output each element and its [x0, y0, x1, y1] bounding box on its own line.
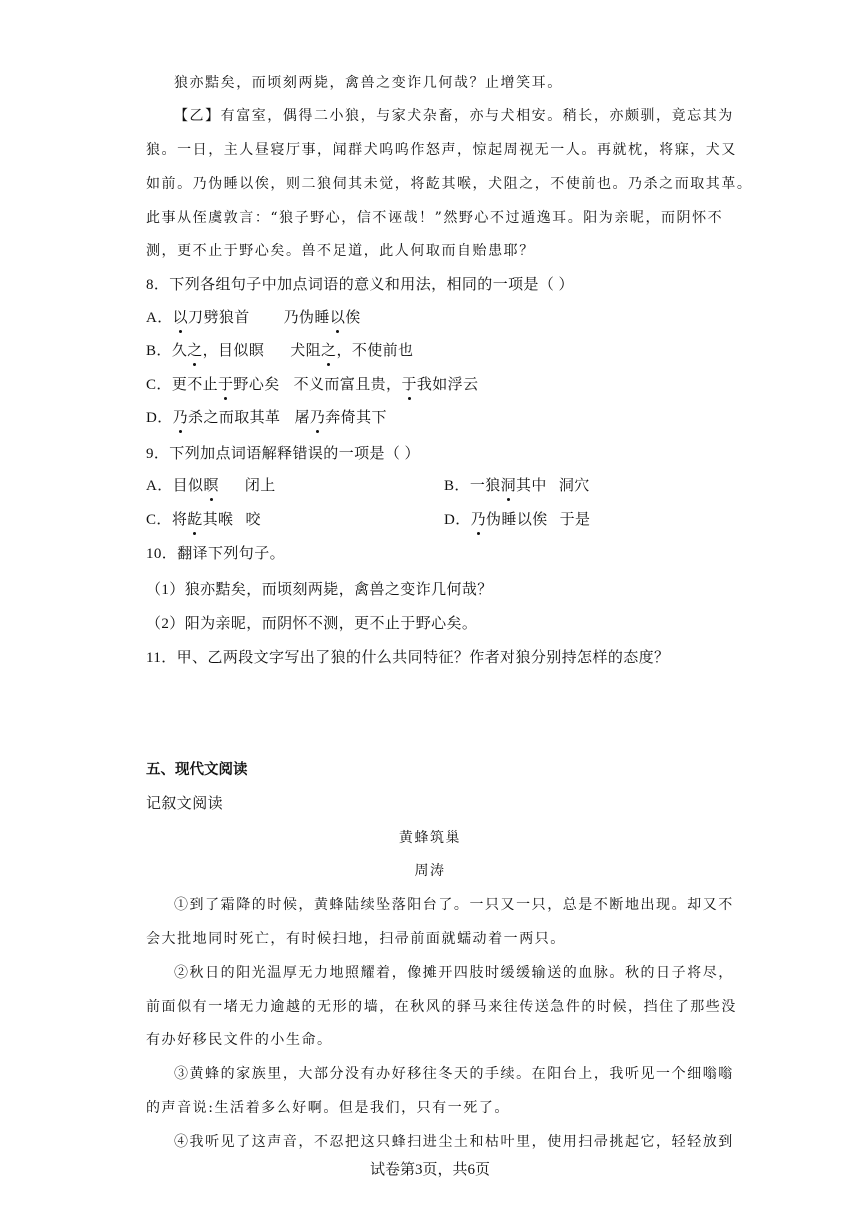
yi-passage-line-5: 测，更不止于野心矣。兽不足道，此人何取而自贻患耶？ [146, 243, 535, 259]
option-phrase: 目似 [172, 478, 204, 494]
jia-passage-tail: 狼亦黠矣，而顷刻两毙，禽兽之变诈几何哉？止增笑耳。 [174, 75, 563, 91]
article-line-2: 会大批地同时死亡，有时候扫地，扫帚前面就蠕动着一两只。 [146, 931, 566, 947]
dotted-word: 于 [218, 377, 234, 393]
question-8-option-a [146, 308, 361, 328]
option-phrase: 一狼 [469, 478, 501, 494]
option-letter: D． [146, 410, 173, 426]
option-phrase-end: 其中 [516, 478, 547, 494]
option-letter: B． [444, 478, 470, 494]
option-phrase: 将 [171, 512, 188, 528]
question-8-stem: 8．下列各组句子中加点词语的意义和用法，相同的一项是（ ） [146, 277, 574, 293]
option-sentence-b-end: 俟 [345, 310, 361, 326]
article-line-8: ④我听见了这声音，不忍把这只蜂扫进尘土和枯叶里，使用扫帚挑起它，轻轻放到 [174, 1134, 734, 1150]
section-title: 五、现代文阅读 [146, 762, 248, 778]
dotted-word: 之 [321, 343, 337, 359]
option-sentence-b: 犬阻 [290, 343, 322, 359]
dotted-word: 以 [172, 310, 189, 326]
option-gloss: 洞穴 [558, 478, 590, 494]
yi-passage-line-2: 狼。一日，主人昼寝厅事，闻群犬呜呜作怒声，惊起周视无一人。再就枕，将寐，犬又 [146, 142, 737, 158]
question-9-option-d [444, 510, 590, 530]
article-line-7: 的声音说:生活着多么好啊。但是我们，只有一死了。 [146, 1100, 510, 1116]
option-sentence-a: 久 [171, 343, 188, 359]
page-footer: 试卷第3页，共6页 [369, 1162, 490, 1178]
dotted-word: 瞑 [203, 478, 219, 494]
dotted-word: 龁 [187, 512, 203, 528]
option-sentence-b: 屠 [294, 410, 310, 426]
dotted-word: 乃 [172, 410, 189, 426]
section-subtitle: 记叙文阅读 [146, 796, 224, 812]
option-sentence-a: 杀之而取其革 [188, 410, 281, 426]
question-9-option-a [146, 476, 276, 496]
question-10-item-1: （1）狼亦黠矣，而顷刻两毙，禽兽之变诈几何哉？ [146, 582, 493, 598]
dotted-word: 以 [329, 310, 346, 326]
question-8-option-c [146, 375, 478, 395]
question-9-stem: 9．下列加点词语解释错误的一项是（ ） [146, 446, 420, 462]
dotted-word: 乃 [470, 512, 487, 528]
option-sentence-b: 乃伪睡 [283, 310, 330, 326]
option-letter: B． [146, 343, 172, 359]
option-letter: C． [146, 512, 172, 528]
question-10-item-2: （2）阳为亲昵，而阴怀不测，更不止于野心矣。 [146, 616, 478, 632]
option-sentence-b: 不义而富且贵， [293, 377, 402, 393]
article-line-1: ①到了霜降的时候，黄蜂陆续坠落阳台了。一只又一只，总是不断地出现。却又不 [174, 897, 734, 913]
option-letter: A． [146, 478, 173, 494]
option-phrase-end: 伪睡以俟 [486, 512, 548, 528]
yi-passage-line-4: 此事从侄虞敦言：“狼子野心，信不诬哉！”然野心不过遁逸耳。阳为亲昵，而阴怀不 [146, 210, 724, 226]
option-phrase-end: 其喉 [202, 512, 234, 528]
option-sentence-b-end: 我如浮云 [416, 377, 479, 393]
yi-passage-line-3: 如前。乃伪睡以俟，则二狼伺其未觉，将龁其喉，犬阻之，不使前也。乃杀之而取其革。 [146, 176, 753, 192]
option-sentence-a-end: 野心矣 [233, 377, 280, 393]
option-gloss: 闭上 [244, 478, 276, 494]
option-gloss: 咬 [245, 512, 261, 528]
question-8-option-b [146, 341, 413, 361]
option-sentence-a-end: ，目似瞑 [202, 343, 265, 359]
article-line-6: ③黄蜂的家族里，大部分没有办好移往冬天的手续。在阳台上，我听见一个细嗡嗡 [174, 1066, 734, 1082]
yi-passage-line-1: 【乙】有富室，偶得二小狼，与家犬杂畜，亦与犬相安。稍长，亦颇驯，竟忘其为 [174, 108, 734, 124]
question-9-option-c [146, 510, 261, 530]
option-sentence-a: 刀劈狼首 [188, 310, 250, 326]
option-gloss: 于是 [559, 512, 591, 528]
question-10-stem: 10．翻译下列句子。 [146, 546, 286, 562]
dotted-word: 乃 [309, 410, 326, 426]
question-9-option-b [444, 476, 590, 496]
dotted-word: 洞 [500, 478, 517, 494]
option-sentence-b-end: 奔倚其下 [325, 410, 387, 426]
article-line-4: 前面似有一堵无力逾越的无形的墙，在秋风的驿马来往传送急件的时候，挡住了那些没 [146, 999, 737, 1015]
article-line-3: ②秋日的阳光温厚无力地照耀着，像摊开四肢时缓缓输送的血脉。秋的日子将尽， [174, 965, 734, 981]
option-letter: C． [146, 377, 172, 393]
option-sentence-b-end: ，不使前也 [336, 343, 414, 359]
dotted-word: 于 [401, 377, 417, 393]
question-11-stem: 11．甲、乙两段文字写出了狼的什么共同特征？作者对狼分别持怎样的态度？ [146, 650, 670, 666]
option-sentence-a: 更不止 [171, 377, 219, 393]
dotted-word: 之 [187, 343, 203, 359]
option-letter: D． [444, 512, 471, 528]
article-line-5: 有办好移民文件的小生命。 [146, 1032, 333, 1048]
article-title: 黄蜂筑巢 [398, 830, 462, 846]
article-author: 周涛 [414, 863, 446, 879]
question-8-option-d [146, 408, 387, 428]
option-letter: A． [146, 310, 173, 326]
